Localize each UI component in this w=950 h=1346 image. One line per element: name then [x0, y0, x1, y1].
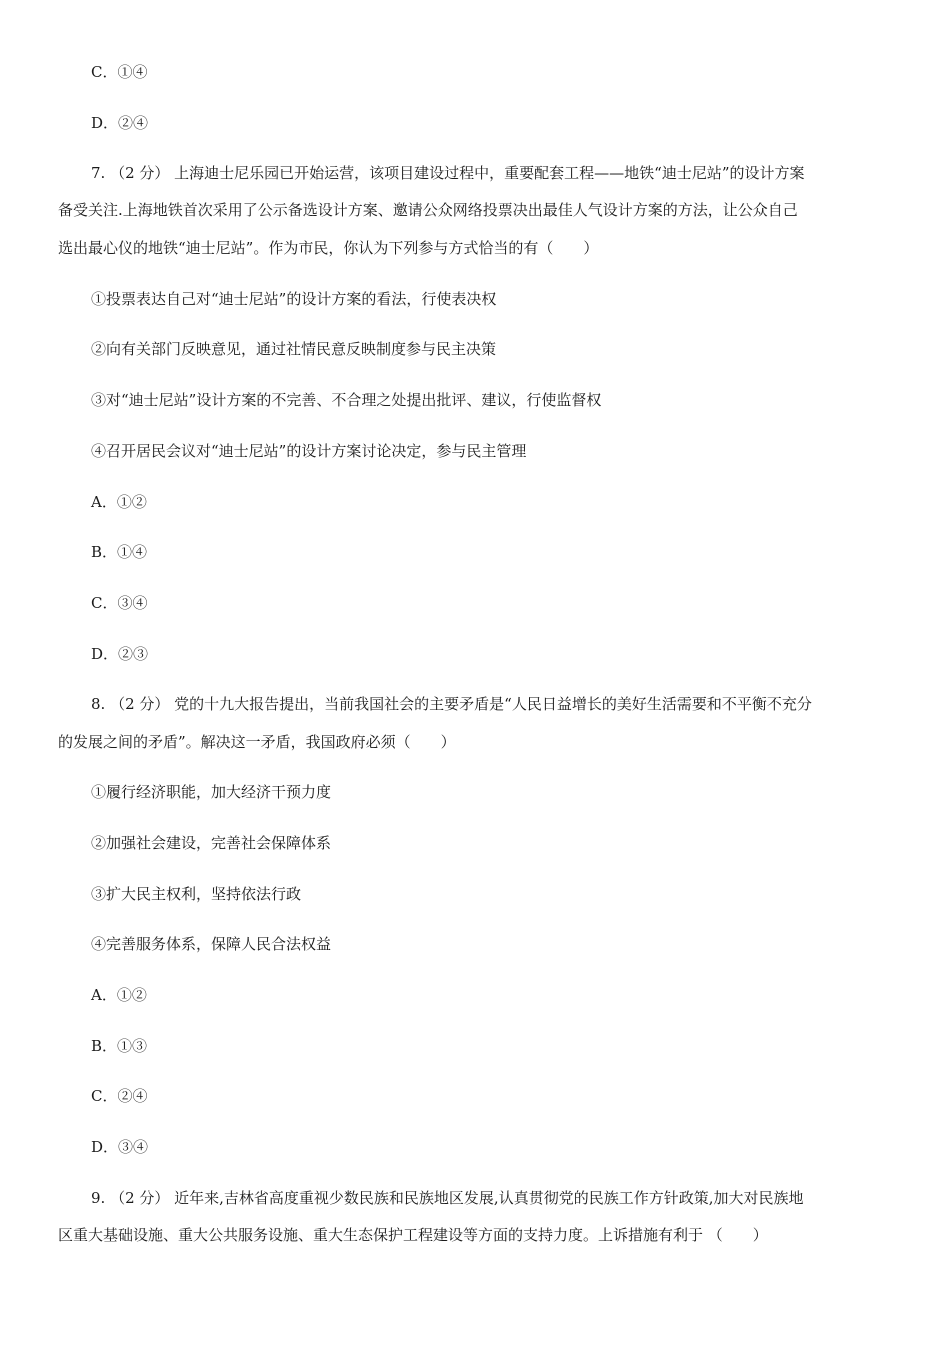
question-7-option-d: D．②③: [91, 645, 149, 663]
question-9-stem-line-1: 9. （2 分） 近年来,吉林省高度重视少数民族和民族地区发展,认真贯彻党的民族工作方针政策,加大对民族地: [91, 1189, 804, 1207]
question-8-item-2: ②加强社会建设，完善社会保障体系: [91, 834, 332, 852]
option-c: C．①④: [91, 63, 148, 81]
question-7-option-c: C．③④: [91, 594, 148, 612]
question-8-option-b: B．①③: [91, 1037, 148, 1055]
question-8-option-d: D．③④: [91, 1138, 149, 1156]
question-7-option-a: A．①②: [91, 493, 147, 511]
question-7-stem-line-1: 7. （2 分） 上海迪士尼乐园已开始运营，该项目建设过程中，重要配套工程——地铁“迪士尼站”的设计方案: [91, 164, 805, 182]
question-8-option-c: C．②④: [91, 1087, 148, 1105]
question-7-option-b: B．①④: [91, 543, 148, 561]
question-7-item-2: ②向有关部门反映意见，通过社情民意反映制度参与民主决策: [91, 340, 497, 358]
question-7-item-1: ①投票表达自己对“迪士尼站”的设计方案的看法，行使表决权: [91, 290, 497, 308]
question-9-stem-line-2: 区重大基础设施、重大公共服务设施、重大生态保护工程建设等方面的支持力度。上诉措施有利于 （ ）: [58, 1226, 768, 1244]
question-7-item-3: ③对“迪士尼站”设计方案的不完善、不合理之处提出批评、建议，行使监督权: [91, 391, 602, 409]
question-8-item-1: ①履行经济职能，加大经济干预力度: [91, 783, 332, 801]
question-8-stem-line-1: 8. （2 分） 党的十九大报告提出，当前我国社会的主要矛盾是“人民日益增长的美好生活需要和不平衡不充分: [91, 695, 812, 713]
question-8-option-a: A．①②: [91, 986, 147, 1004]
question-7-stem-line-3: 选出最心仪的地铁“迪士尼站”。作为市民，你认为下列参与方式恰当的有（ ）: [58, 239, 599, 257]
question-8-stem-line-2: 的发展之间的矛盾”。解决这一矛盾，我国政府必须（ ）: [58, 733, 456, 751]
question-8-item-4: ④完善服务体系，保障人民合法权益: [91, 935, 332, 953]
question-7-stem-line-2: 备受关注.上海地铁首次采用了公示备选设计方案、邀请公众网络投票决出最佳人气设计方案的方法，让公众自己: [58, 201, 798, 219]
option-d: D．②④: [91, 114, 149, 132]
question-8-item-3: ③扩大民主权利，坚持依法行政: [91, 885, 302, 903]
question-7-item-4: ④召开居民会议对“迪士尼站”的设计方案讨论决定，参与民主管理: [91, 442, 527, 460]
